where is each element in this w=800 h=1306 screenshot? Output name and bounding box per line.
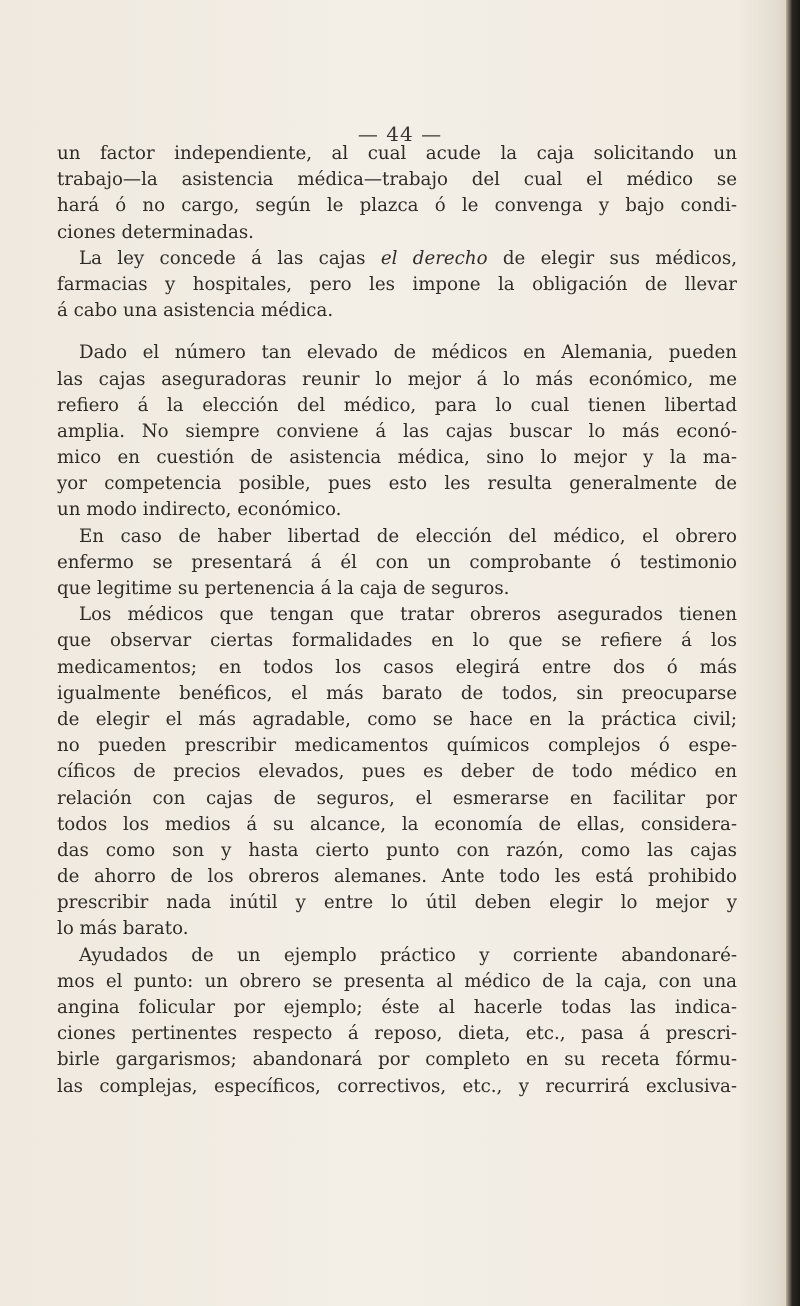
page-number: — 44 —	[357, 122, 443, 146]
text-line: refiero á la elección del médico, para lo cual tienen libertad	[57, 394, 737, 416]
text-line: cíficos de precios elevados, pues es deber de todo médico en	[57, 761, 737, 783]
text-line: medicamentos; en todos los casos elegirá entre dos ó más	[57, 656, 737, 678]
text-line: ciones pertinentes respecto á reposo, dieta, etc., pasa á prescri-	[57, 1023, 737, 1045]
text-line: Dado el número tan elevado de médicos en Alemania, pueden	[79, 342, 737, 364]
text-line: mico en cuestión de asistencia médica, sino lo mejor y la ma-	[57, 447, 737, 469]
text-line: farmacias y hospitales, pero les impone la obligación de llevar	[57, 273, 737, 295]
text-line: enfermo se presentará á él con un comprobante ó testimonio	[57, 551, 737, 573]
text-line: las cajas aseguradoras reunir lo mejor á lo más económico, me	[57, 368, 737, 390]
text-line: relación con cajas de seguros, el esmerarse en facilitar por	[57, 787, 737, 809]
text-line: todos los medios á su alcance, la economía de ellas, considera-	[57, 813, 737, 835]
text-line: La ley concede á las cajas el derecho de elegir sus médicos,	[79, 247, 737, 269]
text-line: mos el punto: un obrero se presenta al médico de la caja, con una	[57, 970, 737, 992]
text-line: de ahorro de los obreros alemanes. Ante todo les está prohibido	[57, 866, 737, 888]
text-line: que legitime su pertenencia á la caja de seguros.	[57, 578, 510, 599]
text-line: birle gargarismos; abandonará por completo en su receta fórmu-	[57, 1049, 737, 1071]
text-line: no pueden prescribir medicamentos químicos complejos ó espe-	[57, 735, 737, 757]
text-line: igualmente benéficos, el más barato de todos, sin preocuparse	[57, 682, 737, 704]
body-text	[57, 141, 737, 1100]
text-line: Ayudados de un ejemplo práctico y corriente abandonaré-	[79, 944, 737, 966]
text-line: un modo indirecto, económico.	[57, 499, 342, 521]
text-line: En caso de haber libertad de elección del médico, el obrero	[79, 525, 737, 547]
text-line: hará ó no cargo, según le plazca ó le convenga y bajo condi-	[57, 195, 737, 217]
text-line: Los médicos que tengan que tratar obreros asegurados tienen	[79, 604, 737, 626]
text-line: angina folicular por ejemplo; éste al hacerle todas las indica-	[57, 997, 737, 1018]
text-line: ciones determinadas.	[57, 221, 254, 243]
text-line: prescribir nada inútil y entre lo útil deben elegir lo mejor y	[57, 892, 737, 914]
text-line: yor competencia posible, pues esto les resulta generalmente de	[57, 473, 737, 495]
text-line: las complejas, específicos, correctivos, etc., y recurrirá exclusiva-	[57, 1075, 737, 1097]
text-line: que observar ciertas formalidades en lo que se refiere á los	[57, 630, 737, 652]
text-line: de elegir el más agradable, como se hace en la práctica civil;	[57, 708, 737, 730]
text-line: lo más barato.	[57, 918, 189, 940]
text-line: á cabo una asistencia médica.	[57, 300, 334, 322]
text-line: un factor independiente, al cual acude la caja solicitando un	[57, 143, 737, 164]
text-line: das como son y hasta cierto punto con razón, como las cajas	[57, 839, 737, 861]
italic-phrase: el derecho	[380, 247, 488, 269]
paragraph-gap	[57, 324, 737, 340]
text-line: trabajo—la asistencia médica—trabajo del cual el médico se	[57, 169, 737, 191]
page-edge-shadow	[786, 0, 800, 1306]
text-line: amplia. No siempre conviene á las cajas buscar lo más econó-	[57, 420, 737, 442]
